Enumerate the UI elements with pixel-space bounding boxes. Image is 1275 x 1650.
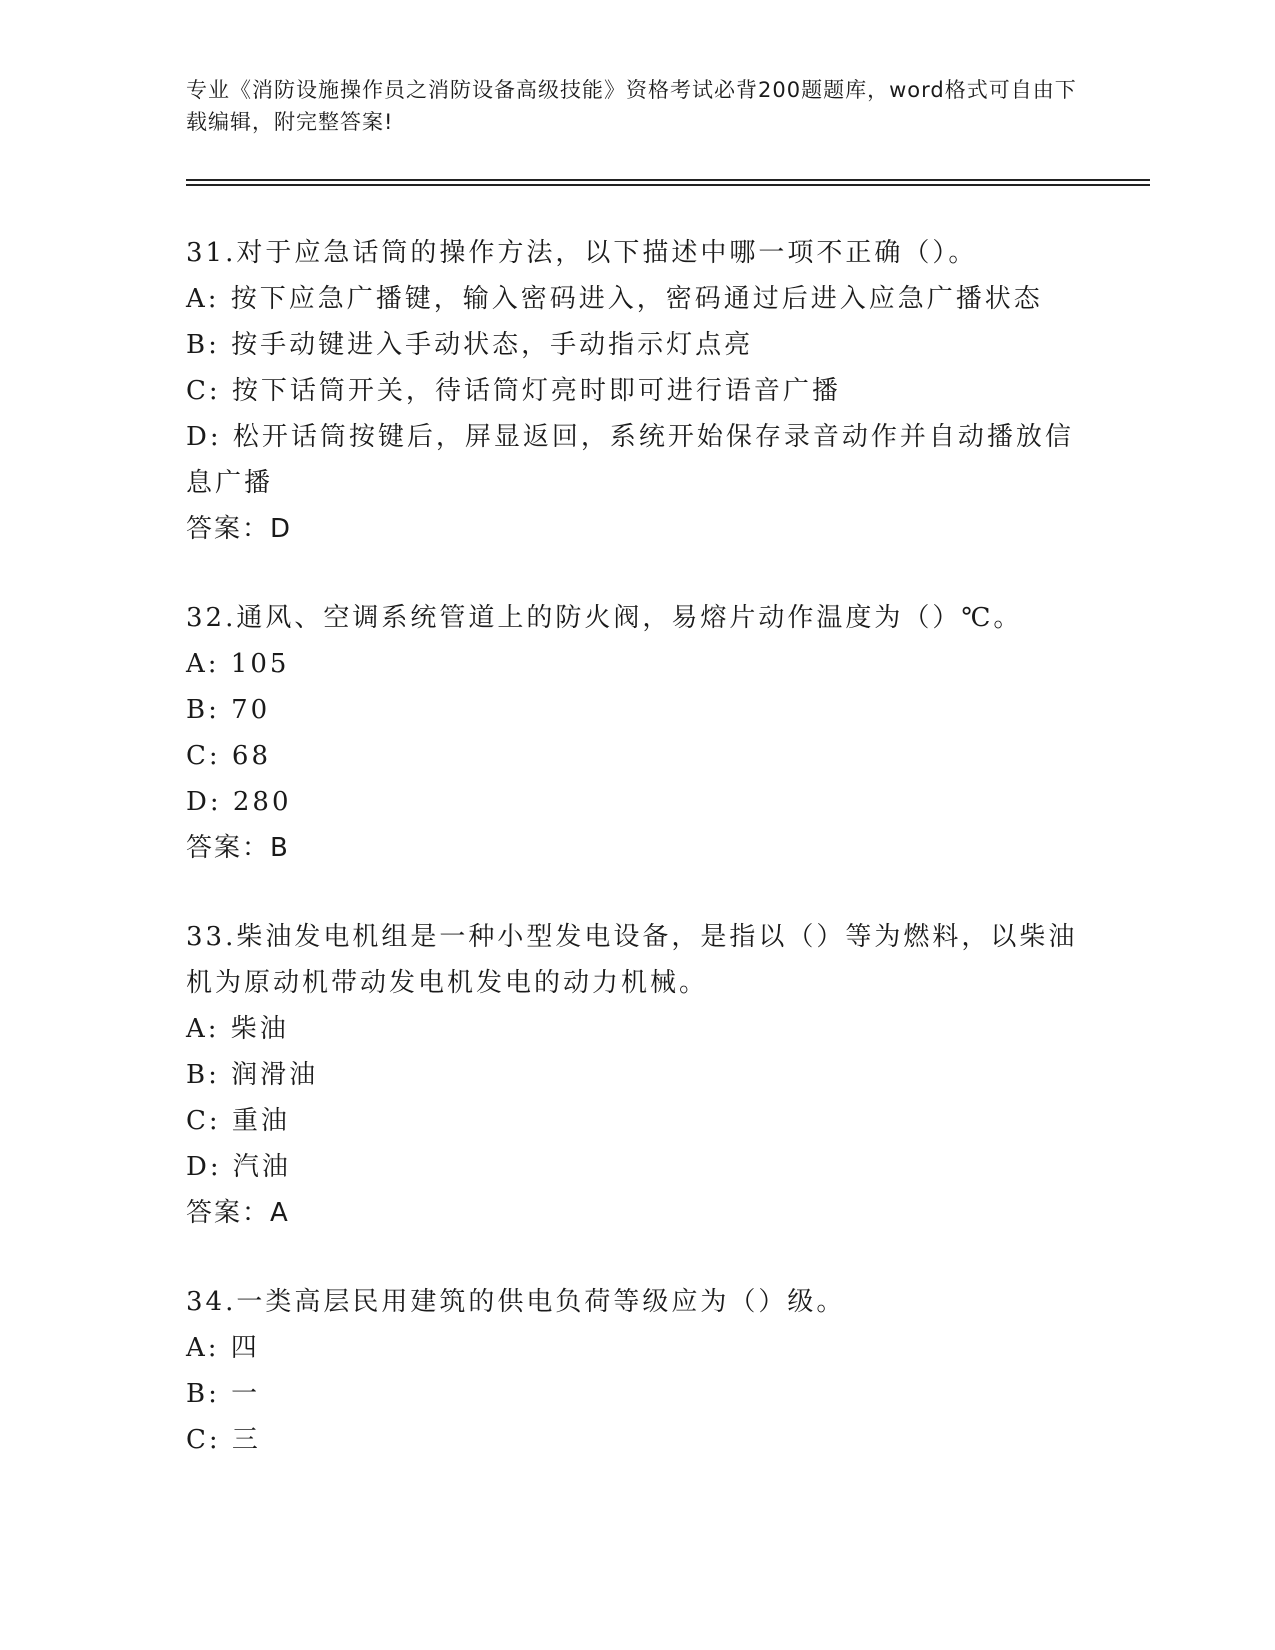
option-d: D: 松开话筒按键后，屏显返回，系统开始保存录音动作并自动播放信息广播 xyxy=(186,422,1074,498)
document-intro: 专业《消防设施操作员之消防设备高级技能》资格考试必背200题题库，word格式可自由下载编辑，附完整答案! xyxy=(186,78,1077,134)
option-c: C: 三 xyxy=(186,1425,261,1455)
header-divider-bottom xyxy=(186,184,1150,186)
option-d: D: 280 xyxy=(186,787,292,817)
option-d: D: 汽油 xyxy=(186,1152,291,1182)
question-34 xyxy=(186,1279,1086,1463)
answer-label: 答案：D xyxy=(186,514,293,544)
answer-label: 答案：A xyxy=(186,1198,290,1228)
option-b: B: 一 xyxy=(186,1379,261,1409)
option-c: C: 按下话筒开关，待话筒灯亮时即可进行语音广播 xyxy=(186,376,841,406)
answer-label: 答案：B xyxy=(186,833,290,863)
question-31 xyxy=(186,230,1086,552)
question-text: 34.一类高层民用建筑的供电负荷等级应为（）级。 xyxy=(186,1287,846,1317)
question-33 xyxy=(186,914,1086,1236)
question-list xyxy=(186,230,1086,1506)
question-text: 32.通风、空调系统管道上的防火阀，易熔片动作温度为（）℃。 xyxy=(186,603,1023,633)
option-a: A: 按下应急广播键，输入密码进入，密码通过后进入应急广播状态 xyxy=(186,284,1043,314)
option-b: B: 70 xyxy=(186,695,271,725)
option-b: B: 按手动键进入手动状态，手动指示灯点亮 xyxy=(186,330,754,360)
question-32 xyxy=(186,595,1086,871)
option-a: A: 四 xyxy=(186,1333,260,1363)
option-a: A: 柴油 xyxy=(186,1014,289,1044)
header-divider-top xyxy=(186,179,1150,181)
option-c: C: 68 xyxy=(186,741,272,771)
question-text: 33.柴油发电机组是一种小型发电设备，是指以（）等为燃料，以柴油机为原动机带动发电机发电的动力机械。 xyxy=(186,922,1078,998)
option-b: B: 润滑油 xyxy=(186,1060,319,1090)
question-text: 31.对于应急话筒的操作方法，以下描述中哪一项不正确（）。 xyxy=(186,238,978,268)
option-c: C: 重油 xyxy=(186,1106,290,1136)
option-a: A: 105 xyxy=(186,649,290,679)
